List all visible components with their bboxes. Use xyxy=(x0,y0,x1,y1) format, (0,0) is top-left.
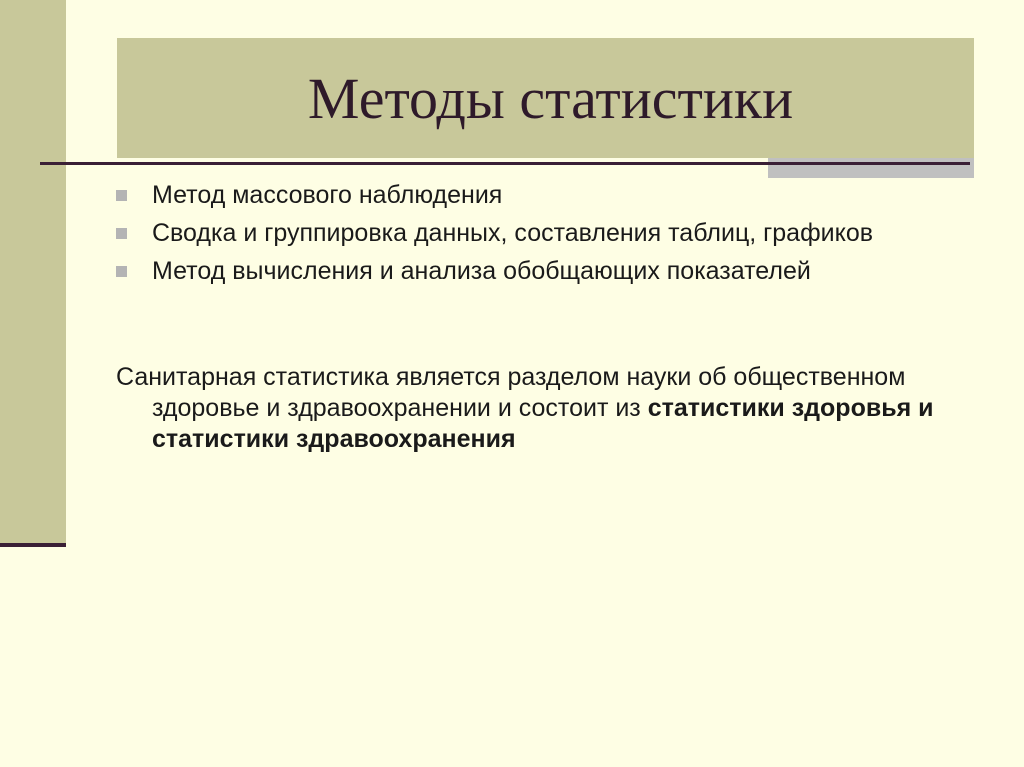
bullet-list xyxy=(116,180,956,294)
body-paragraph xyxy=(116,362,982,455)
paragraph-bold-text: статистики здоровья и статистики здравоохранения xyxy=(152,394,934,453)
bullet-text: Метод вычисления и анализа обобщающих показателей xyxy=(152,257,811,285)
square-bullet-icon xyxy=(116,228,127,239)
left-accent-bar xyxy=(0,0,66,546)
bullet-text: Метод массового наблюдения xyxy=(152,181,503,209)
square-bullet-icon xyxy=(116,266,127,277)
square-bullet-icon xyxy=(116,190,127,201)
title-underline xyxy=(40,162,970,165)
left-accent-line xyxy=(0,543,66,547)
bullet-text: Сводка и группировка данных, составления таблиц, графиков xyxy=(152,219,874,247)
paragraph-text: Санитарная статистика является разделом науки об общественном здоровье и здравоохранении и состоит из xyxy=(116,363,906,422)
list-item xyxy=(116,180,956,210)
list-item xyxy=(116,218,956,248)
title-box xyxy=(117,38,974,158)
gray-accent-bar xyxy=(768,158,974,178)
slide-title: Методы статистики xyxy=(307,65,794,131)
list-item xyxy=(116,256,956,286)
